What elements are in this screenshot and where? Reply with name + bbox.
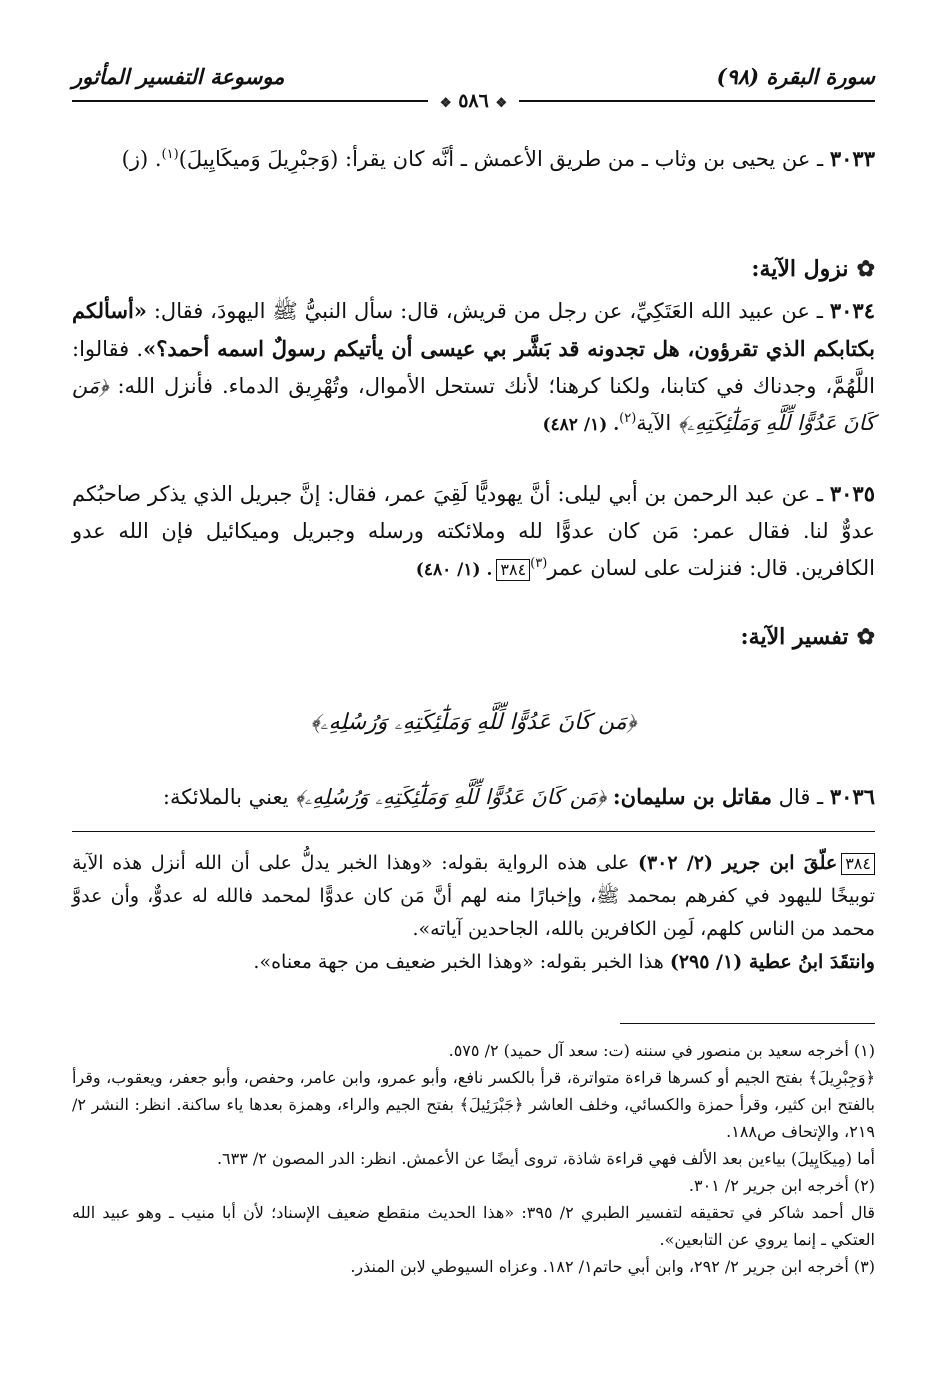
note-box-number: ٣٨٤ — [496, 559, 530, 581]
entry-text: ـ قال — [772, 785, 830, 809]
centered-ayah: ﴿مَن كَانَ عَدُوًّا لِّلَّهِ وَمَلَٰٓئِكَتِهِۦ وَرُسُلِهِۦ﴾ — [310, 710, 637, 735]
footnote-1-reading-jibril: ﴿وَجِبْرِيلَ﴾ بفتح الجيم أو كسرها قراءة متواترة، قرأ بالكسر نافع، وأبو عمرو، وابن عامر، وحفص، وأبو جعفر، ويعقوب، وقرأ بالفتح ابن كثير، وقرأ حمزة والكسائي، وخلف العاشر ﴿جَبْرَئِيلَ﴾ بفتح الجيم والراء، وهمزة بعدها ياء ساكنة. انظر: النشر ٢/ ٢١٩، والإتحاف ص١٨٨. — [72, 1068, 876, 1141]
footnote-3: (٣) أخرجه ابن جرير ٢/ ٢٩٢، وابن أبي حاتم١/ ١٨٢. وعزاه السيوطي لابن المنذر. — [350, 1257, 875, 1276]
quran-ayah: ﴿مَن كَانَ عَدُوًّا لِّلَّهِ وَمَلَٰٓئِكَتِهِۦ﴾ — [72, 374, 875, 435]
book-title: موسوعة التفسير المأثور — [72, 64, 285, 89]
footnotes — [72, 1037, 875, 1280]
ornament-icon: ❖ — [495, 96, 508, 111]
entry-text: ـ عن عبد الرحمن بن أبي ليلى: أنَّ يهوديًّا لَقِيَ عمر، فقال: إنَّ جبريل الذي يذكر صاحبُكم عدوٌّ لنا. فقال عمر: مَن كان عدوًّا لله وملائكته ورسله وجبريل وميكائيل فإن الله عدو الكافرين. قال: فنزلت على لسان عمر — [72, 482, 875, 580]
entry-number: ٣٠٣٣ — [829, 146, 875, 171]
note-384 — [72, 847, 875, 979]
footnote-2-shakir: قال أحمد شاكر في تحقيقه لتفسير الطبري ٢/ ٣٩٥: «هذا الحديث منقطع ضعيف الإسناد؛ لأن أبا منيب ـ وهو عبيد الله العتكي ـ إنما يروي عن التابعين». — [72, 1203, 876, 1249]
note-bold-1: علّقَ ابن جرير (٢/ ٣٠٢) — [637, 852, 838, 874]
entry-text-2: . فقالوا: اللَّهُمَّ، وجدناك في كتابنا، ولكنا كرهنا؛ لأنك تستحل الأموال، وتُهْرِيق الدماء. فأنزل الله: — [72, 337, 875, 398]
note-separator — [72, 831, 875, 832]
heading-text: تفسير الآية: — [740, 624, 849, 650]
entry-text: ـ عن عبيد الله العَتَكِيِّ، عن رجل من قريش، قال: سأل النبيُّ ﷺ اليهودَ، فقال: — [146, 299, 830, 323]
note-text-1: على هذه الرواية بقوله: «وهذا الخبر يدلُّ على أن الله أنزل هذه الآية توبيخًا لليهود في كفرهم بمحمد ﷺ، وإخبارًا منه لهم أنَّ مَن كان عدوًّا لمحمد فالله له عدوٌّ، وأن عدوَّ محمد من الناس كلهم، لَمِن الكافرين بالله، الجاحدين آياته». — [72, 852, 875, 940]
entry-3035 — [72, 475, 875, 589]
ornament-icon: ❖ — [439, 96, 452, 111]
page-number-row — [0, 90, 947, 118]
page-number-text: ٥٨٦ — [458, 90, 489, 112]
note-text-2: هذا الخبر بقوله: «وهذا الخبر ضعيف من جهة معناه». — [253, 951, 670, 973]
flower-icon: ✿ — [856, 256, 875, 282]
footnote-marker: (٣) — [530, 556, 548, 571]
section-heading-tafsir — [72, 624, 875, 650]
hadith-quote: «أسألكم بكتابكم الذي تقرؤون، هل تجدونه قد بَشَّر بي عيسى أن يأتيكم رسولٌ اسمه أحمد؟» — [72, 298, 875, 361]
heading-text: نزول الآية: — [751, 256, 849, 282]
footnote-2: (٢) أخرجه ابن جرير ٢/ ٣٠١. — [688, 1176, 875, 1195]
page-number — [428, 90, 519, 112]
footnote-marker: (١) — [161, 147, 179, 162]
entry-3033 — [72, 140, 875, 178]
footnote-marker: (٢) — [619, 411, 637, 426]
note-box-number: ٣٨٤ — [841, 853, 875, 875]
volume-reference: . (١/ ٤٨٢) — [542, 415, 620, 435]
entry-3034 — [72, 292, 875, 444]
entry-text-3: الآية — [636, 411, 678, 435]
section-heading-nuzul — [72, 256, 875, 282]
footnote-separator — [620, 1023, 875, 1024]
entry-number: ٣٠٣٦ — [829, 784, 875, 809]
volume-reference: . (١/ ٤٨٠) — [415, 560, 493, 580]
footnote-1: (١) أخرجه سعيد بن منصور في سننه (ت: سعد آل حميد) ٢/ ٥٧٥. — [448, 1041, 875, 1060]
note-bold-2: وانتقَدَ ابنُ عطية (١/ ٢٩٥) — [669, 951, 875, 973]
entry-text-2: يعني بالملائكة: — [162, 785, 296, 809]
surah-title: سورة البقرة (٩٨) — [716, 64, 875, 89]
narrator-name: مقاتل بن سليمان: — [612, 784, 772, 809]
entry-number: ٣٠٣٤ — [829, 298, 875, 323]
flower-icon: ✿ — [856, 624, 875, 650]
entry-tail: . (ز) — [121, 147, 162, 171]
entry-3036 — [72, 778, 875, 816]
entry-text: ـ عن يحيى بن وثاب ـ من طريق الأعمش ـ أنَّه كان يقرأ: (وَجبْرِيلَ وَميكَايِيلَ) — [178, 147, 830, 171]
footnote-1-reading-mikail: أما (مِيكَايِيلَ) بياءين بعد الألف فهي قراءة شاذة، تروى أيضًا عن الأعمش. انظر: الدر المصون ٢/ ٦٣٣. — [216, 1149, 875, 1168]
entry-number: ٣٠٣٥ — [829, 481, 875, 506]
quran-ayah: ﴿مَن كَانَ عَدُوًّا لِّلَّهِ وَمَلَٰٓئِكَتِهِۦ وَرُسُلِهِۦ﴾ — [295, 785, 613, 809]
